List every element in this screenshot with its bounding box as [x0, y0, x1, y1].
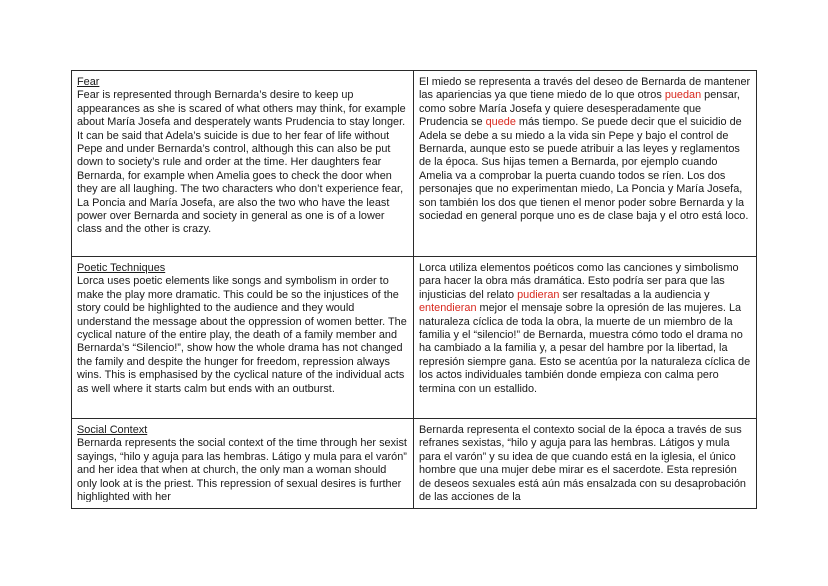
highlighted-word-entendieran: entendieran [419, 302, 477, 315]
spanish-cell-poetic [414, 257, 757, 419]
highlighted-word-pudieran: pudieran [517, 288, 560, 301]
english-text-social: Bernarda represents the social context of the time through her sexist sayings, “hilo y aguja para las hembras. Látigo y mula para el varón” and her idea that when at church, the only man a woman should only look at is the priest. This repression of sexual desires is further highlighted with her [77, 437, 407, 502]
english-text-fear: Fear is represented through Bernarda’s desire to keep up appearances as she is scared of what others may think, for example about María Josefa and desperately wants Prudencia to stay longer. It can be said that Adela’s suicide is due to her fear of life without Pepe and under Bernarda’s control, although this can also be put down to society’s rule and order at the time. Her daughters fear Bernarda, for example when Amelia goes to check the door when they are all laughing. The two characters who don’t experience fear, La Poncia and María Josefa, are also the two who have the least power over Bernarda and society in general as one is of a lower class and the other is crazy. [77, 89, 406, 236]
section-heading-poetic-techniques: Poetic Techniques [77, 262, 166, 274]
highlighted-word-puedan: puedan [664, 89, 702, 102]
spanish-text-social: Bernarda representa el contexto social de la época a través de sus refranes sexistas, “hilo y aguja para las hembras. Látigos y mula para el varón” y su idea de que cuando está en la iglesia, el único hombre que una mujer debe mirar es el sacerdote. Esta represión de deseos sexuales está aún más ensalzada con su desaprobación de las acciones de la [419, 424, 746, 502]
spanish-cell-fear [414, 71, 757, 257]
table-row-poetic-techniques [72, 257, 757, 419]
spanish-text-poetic-part2: ser resaltadas a la audiencia y [559, 288, 710, 301]
spanish-text-fear-part1: El miedo se representa a través del deseo de Bernarda de mantener las apariencias ya que tiene miedo de lo que otros [419, 76, 751, 102]
spanish-text-poetic-part3: mejor el mensaje sobre la opresión de las mujeres. La naturaleza cíclica de toda la obra, la muerte de un miembro de la familia y el “silencio!” de Bernarda, muestra cómo todo el drama no ha cambiado a la familia y, a pesar del hambre por la libertad, la represión siempre gana. Esto se acentúa por la naturaleza cíclica de los actos individuales también donde empieza con calma pero termina con un estallido. [419, 302, 751, 395]
highlighted-word-quede: quede [485, 116, 516, 129]
spanish-cell-social [414, 419, 757, 509]
section-heading-social-context: Social Context [77, 424, 148, 436]
english-cell-fear [72, 71, 414, 257]
english-cell-social [72, 419, 414, 509]
comparison-table [71, 70, 757, 509]
spanish-text-fear-part3: más tiempo. Se puede decir que el suicidio de Adela se debe a su miedo a la vida sin Pepe y bajo el control de Bernarda, aunque esto se puede atribuir a las leyes y reglamentos de la época. Sus hijas temen a Bernarda, por ejemplo cuando Amelia va a comprobar la puerta cuando todos se ríen. Los dos personajes que no experimentan miedo, La Poncia y María Josefa, son también los dos que tienen el menor poder sobre Bernarda y la sociedad en general porque uno es de clase baja y el otro está loco. [419, 116, 749, 223]
table-row-social-context [72, 419, 757, 509]
spanish-text-poetic-part1: Lorca utiliza elementos poéticos como las canciones y simbolismo para hacer la obra más dramática. Esto podría ser para que las injusticias del relato [419, 262, 739, 301]
english-cell-poetic [72, 257, 414, 419]
english-text-poetic: Lorca uses poetic elements like songs and symbolism in order to make the play more dramatic. This could be so the injustices of the story could be highlighted to the audience and they would understand the message about the oppression of women better. The cyclical nature of the entire play, the death of a family member and Bernarda’s “Silencio!”, show how the whole drama has not changed the family and despite the hunger for freedom, repression always wins. This is emphasised by the cyclical nature of the individual acts as well where it starts calm but ends with an outburst. [77, 275, 407, 395]
section-heading-fear: Fear [77, 76, 100, 88]
spanish-text-fear-part2: pensar, como sobre María Josefa y quiere desesperadamente que Prudencia se [419, 89, 740, 129]
table-row-fear [72, 71, 757, 257]
